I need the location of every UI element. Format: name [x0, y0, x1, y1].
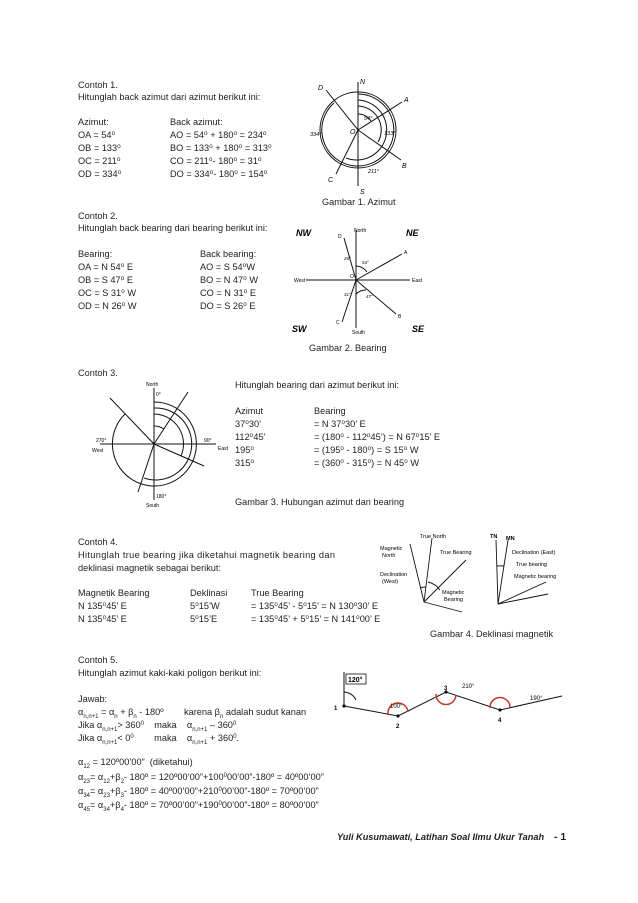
ex1-figure-caption: Gambar 1. Azimut: [322, 197, 396, 207]
ex5-alpha45: $\alpha_{45}= \alpha_{34}+\beta_4-$ 180º = $70º00’00”+190^000’00”-180º$ = 80º00’00”: [78, 800, 319, 813]
ex5-alpha23: $\alpha_{23}= \alpha_{12}+\beta_2-$ 180º = $120º00’00”+100^000’00”-180º$ = 40º00’00”: [78, 772, 324, 785]
azimuth-label-d: D: [318, 85, 324, 92]
ex1-col2-header: Back azimut:: [170, 117, 223, 127]
ex2-title: Contoh 2.: [78, 211, 118, 221]
decl-magnetic-bearing-3-label: Magnetic bearing: [514, 574, 557, 580]
decl-mn-label: MN: [506, 536, 515, 542]
ex4-header-deklinasi: Deklinasi: [190, 588, 228, 598]
ex4-row2-deklinasi: 5⁰15’E: [190, 614, 218, 624]
ex3-figure-caption: Gambar 3. Hubungan azimut dan bearing: [235, 497, 405, 507]
ex4-row1-true-bearing: = 135⁰45’ - 5⁰15’ = N 130⁰30’ E: [251, 601, 378, 611]
page-number: - 1: [554, 831, 567, 843]
ex1-back-bo: BO = 133⁰ + 180⁰ = 313⁰: [170, 143, 272, 153]
bearing-a-label: A: [404, 250, 408, 256]
ex3-bearing-1: = N 37⁰30’ E: [314, 419, 366, 429]
decl-true-bearing-label: True Bearing: [440, 550, 472, 556]
ex4-row2-true-bearing: = 135⁰45’ + 5⁰15’ = N 141⁰00’ E: [251, 614, 381, 624]
bearing-ne-label: NE: [406, 228, 419, 238]
ex4-row1-deklinasi: 5⁰15’W: [190, 601, 220, 611]
ex1-title: Contoh 1.: [78, 80, 118, 90]
bearing-se-label: SE: [412, 324, 425, 334]
bearing-c-label: C: [336, 320, 340, 326]
decl-magnetic-bearing-label-2: Bearing: [444, 597, 463, 603]
ex5-formula-gt360: Jika $\alpha_{n,n+1}> 360^0$ maka $\alpha_{n,n+1} - 360^0$: [78, 720, 237, 733]
ex4-header-magnetic-bearing: Magnetik Bearing: [78, 588, 150, 598]
decl-true-north-label: True North: [420, 534, 447, 540]
ex1-back-do: DO = 334⁰- 180⁰ = 154⁰: [170, 169, 268, 179]
azimuth-angle-211: 211°: [368, 169, 379, 175]
ex4-row2-magnetic-bearing: N 135⁰45’ E: [78, 614, 127, 624]
ex2-back-co: CO = N 31⁰ E: [200, 288, 257, 298]
bearing-angle-47: 47°: [366, 294, 373, 299]
relation-0-label: 0°: [156, 392, 161, 398]
relation-90-label: 90°: [204, 438, 212, 444]
bearing-north-label: North: [354, 228, 367, 234]
ex4-row1-magnetic-bearing: N 135⁰45’ E: [78, 601, 127, 611]
azimuth-label-b: B: [402, 163, 407, 170]
polygon-point-3: 3: [444, 686, 448, 692]
ex4-instruction-line2: deklinasi magnetik sebagai berikut:: [78, 563, 221, 573]
decl-tn-label: TN: [490, 534, 498, 540]
ex5-title: Contoh 5.: [78, 655, 118, 665]
figure-polygon-traverse: [330, 670, 570, 750]
bearing-angle-26: 26°: [344, 256, 351, 261]
bearing-south-label: South: [352, 330, 366, 336]
ex2-bearing-ob: OB = S 47⁰ E: [78, 275, 134, 285]
azimuth-angle-334: 334°: [310, 132, 322, 138]
azimuth-angle-54: 54°: [364, 116, 373, 122]
bearing-b-label: B: [398, 314, 402, 320]
ex3-title: Contoh 3.: [78, 368, 118, 378]
ex1-back-co: CO = 211⁰- 180⁰ = 31⁰: [170, 156, 262, 166]
ex3-col1-header: Azimut: [235, 406, 264, 416]
decl-declination-east-label: Declination (East): [512, 550, 556, 556]
ex3-bearing-3: = (195⁰ - 180⁰) = S 15⁰ W: [314, 445, 419, 455]
ex2-bearing-oc: OC = S 31⁰ W: [78, 288, 137, 298]
figure-azimuth-bearing-relation: [92, 380, 242, 508]
ex5-formula-main: $\alpha_{n,n+1} = \alpha_n + \beta_n$ - 180º karena $\beta_n$ adalah sudut kanan: [78, 707, 307, 720]
ex2-bearing-oa: OA = N 54⁰ E: [78, 262, 134, 272]
ex4-instruction-line1: Hitunglah true bearing jika diketahui magnetik bearing dan: [78, 550, 336, 560]
figure-bearing: [292, 224, 432, 336]
figure-magnetic-declination: [380, 532, 570, 622]
azimuth-label-o: O: [350, 129, 356, 136]
decl-magnetic-north-label-1: Magnetic: [380, 546, 403, 552]
polygon-point-4: 4: [498, 718, 502, 724]
ex4-figure-caption: Gambar 4. Deklinasi magnetik: [430, 629, 554, 639]
azimuth-angle-133: 133°: [384, 131, 396, 137]
polygon-az-120: 120°: [348, 677, 363, 684]
ex3-azimut-3: 195⁰: [235, 445, 255, 455]
polygon-angle-190: 190°: [530, 696, 543, 702]
ex4-header-true-bearing: True Bearing: [251, 588, 304, 598]
ex3-azimut-4: 315⁰: [235, 458, 255, 468]
decl-magnetic-bearing-label-1: Magnetic: [442, 590, 465, 596]
azimuth-label-n: N: [360, 79, 366, 86]
polygon-point-1: 1: [334, 706, 338, 712]
ex3-bearing-4: = (360⁰ - 315⁰) = N 45⁰ W: [314, 458, 420, 468]
ex3-azimut-1: 37⁰30’: [235, 419, 262, 429]
relation-180-label: 180°: [156, 494, 167, 500]
ex5-formula-lt0: Jika $\alpha_{n,n+1}< 0^0$ maka $\alpha_{n,n+1} + 360^0$.: [78, 733, 240, 746]
relation-west-label: West: [92, 448, 104, 454]
decl-true-bearing-2-label: True bearing: [516, 562, 547, 568]
ex2-back-bo: BO = N 47⁰ W: [200, 275, 259, 285]
bearing-sw-label: SW: [292, 324, 307, 334]
polygon-angle-210: 210°: [462, 684, 475, 690]
ex5-alpha34: $\alpha_{34}= \alpha_{23}+\beta_3-$ 180º = $40º00’00”+210^000’00”-180º$ = 70º00’00”: [78, 786, 319, 799]
decl-declination-west-label-2: (West): [382, 579, 399, 585]
ex1-azimut-od: OD = 334⁰: [78, 169, 122, 179]
ex5-alpha12: $\alpha_{12}$ = 120º00’00” (diketahui): [78, 757, 193, 770]
decl-declination-west-label-1: Declination: [380, 572, 408, 578]
ex3-bearing-2: = (180⁰ - 112⁰45’) = N 67⁰15’ E: [314, 432, 440, 442]
ex1-back-ao: AO = 54⁰ + 180⁰ = 234⁰: [170, 130, 267, 140]
azimuth-label-c: C: [328, 177, 334, 184]
bearing-nw-label: NW: [296, 228, 311, 238]
ex1-instruction: Hitunglah back azimut dari azimut berikut ini:: [78, 92, 261, 102]
ex2-col2-header: Back bearing:: [200, 249, 257, 259]
bearing-angle-54: 54°: [362, 260, 369, 265]
ex3-col2-header: Bearing: [314, 406, 346, 416]
bearing-o-label: O: [350, 274, 354, 280]
ex4-title: Contoh 4.: [78, 537, 118, 547]
ex3-azimut-2: 112⁰45’: [235, 432, 266, 442]
ex2-col1-header: Bearing:: [78, 249, 113, 259]
polygon-angle-100: 100°: [390, 704, 403, 710]
bearing-west-label: West: [294, 278, 306, 284]
ex3-instruction: Hitunglah bearing dari azimut berikut ini:: [235, 380, 399, 390]
relation-east-label: East: [218, 446, 229, 452]
bearing-d-label: D: [338, 234, 342, 240]
ex2-figure-caption: Gambar 2. Bearing: [309, 343, 387, 353]
azimuth-label-a: A: [404, 97, 409, 104]
decl-magnetic-north-label-2: North: [382, 553, 396, 559]
ex5-instruction: Hitunglah azimut kaki-kaki poligon berikut ini:: [78, 668, 262, 678]
figure-azimuth: [308, 78, 418, 198]
relation-south-label: South: [146, 503, 160, 509]
azimuth-label-s: S: [360, 189, 365, 196]
ex5-jawab: Jawab:: [78, 694, 108, 704]
bearing-east-label: East: [412, 278, 423, 284]
polygon-point-2: 2: [396, 724, 400, 730]
footer-text: Yuli Kusumawati, Latihan Soal Ilmu Ukur Tanah: [337, 832, 545, 842]
bearing-angle-31: 31°: [344, 292, 351, 297]
ex2-bearing-od: OD = N 26⁰ W: [78, 301, 137, 311]
ex1-azimut-oc: OC = 211⁰: [78, 156, 121, 166]
ex1-col1-header: Azimut:: [78, 117, 109, 127]
ex1-azimut-oa: OA = 54⁰: [78, 130, 116, 140]
relation-north-label: North: [146, 382, 159, 388]
ex2-back-ao: AO = S 54⁰W: [200, 262, 255, 272]
relation-270-label: 270°: [96, 438, 107, 444]
ex2-back-do: DO = S 26⁰ E: [200, 301, 256, 311]
ex2-instruction: Hitunglah back bearing dari bearing berikut ini:: [78, 223, 268, 233]
ex1-azimut-ob: OB = 133⁰: [78, 143, 121, 153]
